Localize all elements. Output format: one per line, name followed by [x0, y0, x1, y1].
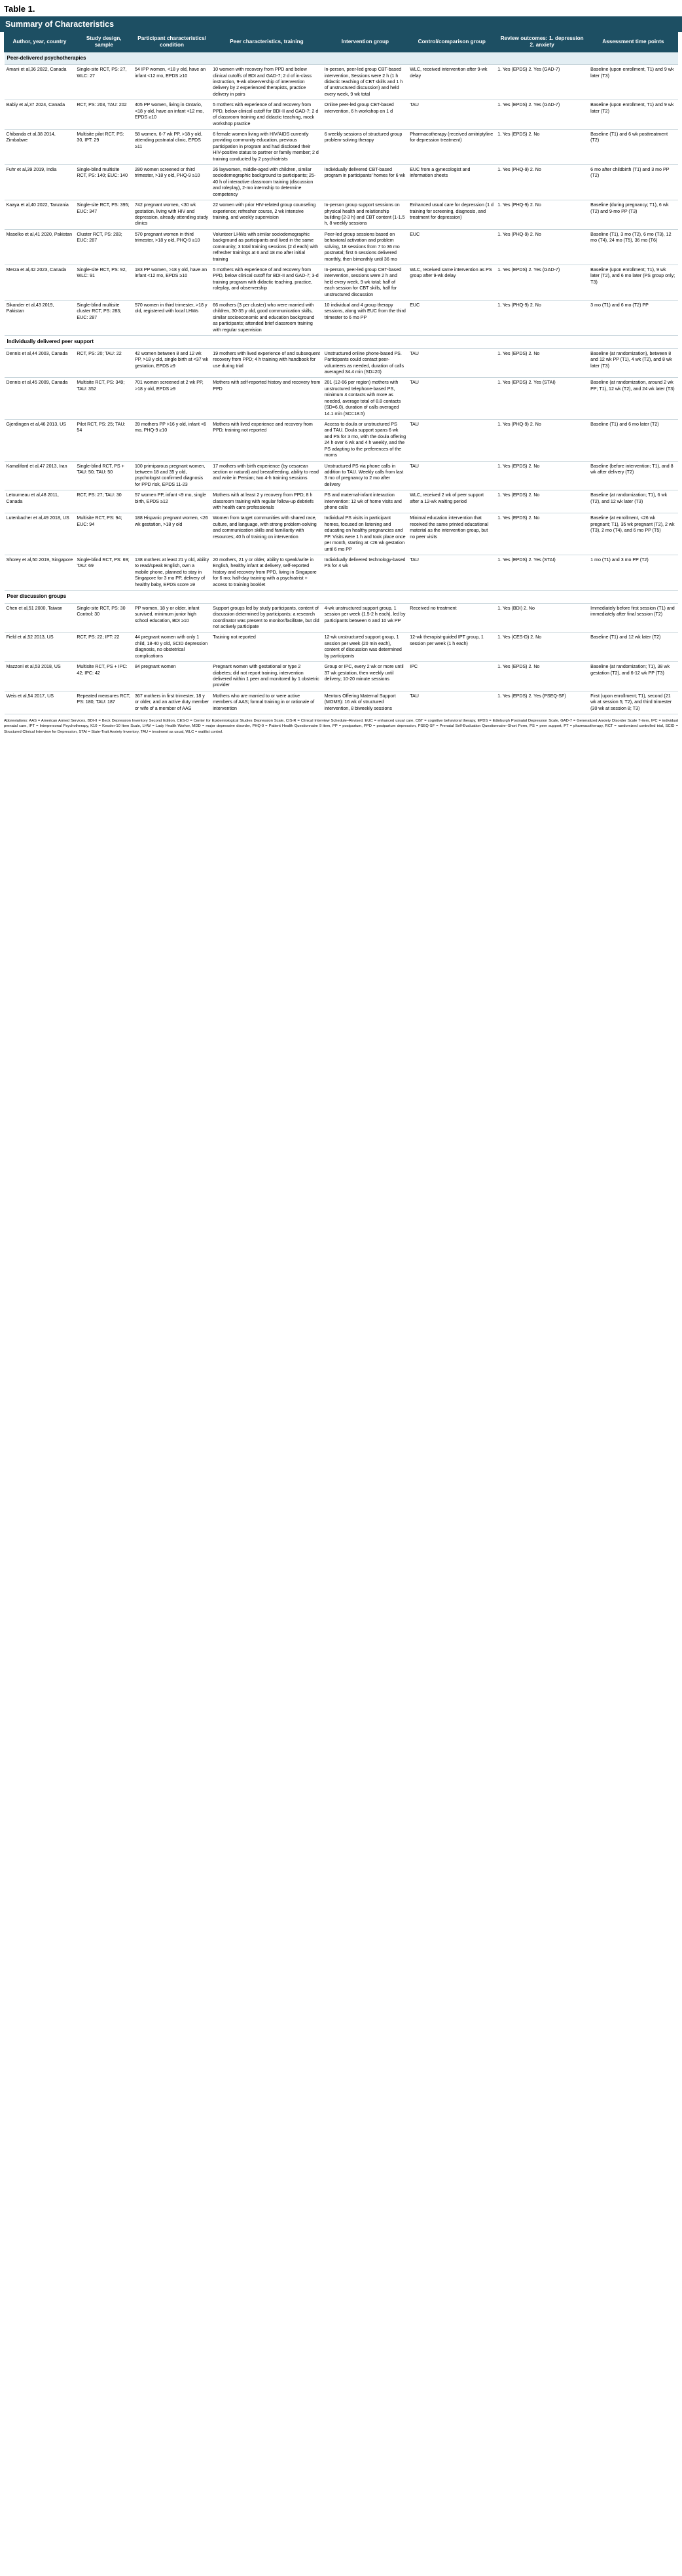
cell-outcomes: 1. Yes (EPDS) 2. No — [495, 490, 588, 513]
cell-peer: 20 mothers, 21 y or older, ability to speak/write in English, healthy infant at delivery, self-reported history and recovery from PPD, living in Singapore for 6 mo; half-day training with a psychiatrist + access to training booklet — [211, 555, 322, 591]
cell-timepoints: Baseline (at randomization, around 2 wk PP; T1), 12 wk (T2), and 24 wk later (T3) — [588, 378, 677, 420]
cell-design: Single-blind RCT, PS: 69; TAU: 69 — [75, 555, 133, 591]
cell-author: Letourneau et al,48 2011, Canada — [5, 490, 75, 513]
table-row — [5, 662, 678, 691]
cell-peer: 17 mothers with birth experience (by cesarean section or natural) and breastfeeding, ability to read and write in Persian; two 4-h training sessions — [211, 461, 322, 490]
column-header-control: Control/comparison group — [408, 33, 495, 52]
cell-intervention: Access to doula or unstructured PS and TAU. Doula support spans 6 wk and PS for 3 mo, with the doula offering 24 h over 6 wk and 4 h weekly, and the PS adapting to the preferences of the moms — [323, 420, 408, 462]
table-label: Table 1. — [4, 4, 35, 14]
cell-design: Multisite RCT, PS: 349; TAU: 352 — [75, 378, 133, 420]
cell-peer: Training not reported — [211, 633, 322, 662]
cell-participants: 54 IPP women, <18 y old, have an infant <12 mo, EPDS ≥10 — [133, 65, 211, 100]
cell-control: WLC, received 2 wk of peer support after a 12-wk waiting period — [408, 490, 495, 513]
cell-control: IPC — [408, 662, 495, 691]
cell-peer: 5 mothers with experience of and recovery from PPD, below clinical cutoff for BDI-II and GAD-7; 2 d of classroom training and didactic teaching, mock workshop practice — [211, 100, 322, 130]
cell-intervention: Individually delivered CBT-based program in participants' homes for 6 wk — [323, 165, 408, 200]
cell-peer: Mothers with lived experience and recovery from PPD; training not reported — [211, 420, 322, 462]
cell-timepoints: Baseline (T1), 3 mo (T2), 6 mo (T3), 12 mo (T4), 24 mo (T5), 36 mo (T6) — [588, 229, 677, 265]
cell-participants: 188 Hispanic pregnant women, <26 wk gestation, >18 y old — [133, 513, 211, 555]
cell-outcomes: 1. Yes (BDI) 2. No — [495, 603, 588, 633]
column-header-intervention: Intervention group — [323, 33, 408, 52]
cell-design: RCT, PS: 22; IPT: 22 — [75, 633, 133, 662]
table-row — [5, 633, 678, 662]
cell-intervention: 4-wk unstructured support group, 1 session per week (1.5-2 h each), led by participants between 6 and 10 wk PP — [323, 603, 408, 633]
cell-timepoints: Baseline (upon enrollment; T1), 9 wk later (T2), and 6 mo later (PS group only; T3) — [588, 265, 677, 300]
table-row — [5, 165, 678, 200]
cell-outcomes: 1. Yes (EPDS) 2. Yes (GAD-7) — [495, 100, 588, 130]
cell-control: TAU — [408, 378, 495, 420]
cell-outcomes: 1. Yes (EPDS) 2. Yes (GAD-7) — [495, 265, 588, 300]
cell-author: Sikander et al,43 2019, Pakistan — [5, 301, 75, 336]
table-title: Summary of Characteristics — [0, 16, 682, 32]
cell-design: RCT, PS: 203, TAU: 202 — [75, 100, 133, 130]
cell-peer: 66 mothers (3 per cluster) who were married with children, 30-35 y old, good communication skills, similar socioeconomic and education background as participants; attended brief classroom training with regular supervision — [211, 301, 322, 336]
cell-outcomes: 1. Yes (PHQ-9) 2. No — [495, 229, 588, 265]
cell-author: Maselko et al,41 2020, Pakistan — [5, 229, 75, 265]
cell-design: Single-site RCT, PS: 92, WLC: 91 — [75, 265, 133, 300]
cell-participants: 44 pregnant women with only 1 child, 18-40 y old, SCID depression diagnosis, no obstetrical complications — [133, 633, 211, 662]
cell-intervention: 10 individual and 4 group therapy sessions, along with EUC from the third trimester to 6 mo PP — [323, 301, 408, 336]
cell-participants: 183 PP women, >18 y old, have an infant <12 mo, EPDS ≥10 — [133, 265, 211, 300]
cell-design: Single-blind multisite cluster RCT, PS: 283; EUC: 287 — [75, 301, 133, 336]
cell-author: Chibanda et al,38 2014, Zimbabwe — [5, 129, 75, 164]
cell-timepoints: 1 mo (T1) and 3 mo PP (T2) — [588, 555, 677, 591]
cell-design: Pilot RCT, PS: 25; TAU: 54 — [75, 420, 133, 462]
table-row — [5, 490, 678, 513]
cell-author: Mazzoni et al,53 2018, US — [5, 662, 75, 691]
table-page — [0, 0, 682, 735]
cell-intervention: Unstructured PS via phone calls in addition to TAU. Weekly calls from last 3 mo of pregnancy to 2 mo after delivery — [323, 461, 408, 490]
cell-control: EUC from a gynecologist and information sheets — [408, 165, 495, 200]
cell-peer: Pregnant women with gestational or type 2 diabetes; did not report training, intervention delivered within 1 peer and monitored by 1 obstetric provider — [211, 662, 322, 691]
cell-peer: Mothers with at least 2 y recovery from PPD; 8 h classroom training with regular follow-up debriefs with health care professionals — [211, 490, 322, 513]
cell-participants: 138 mothers at least 21 y old, ability to read/speak English, own a mobile phone, planned to stay in Singapore for 3 mo PP, delivery of healthy baby, EPDS score ≥9 — [133, 555, 211, 591]
cell-author: Amani et al,36 2022, Canada — [5, 65, 75, 100]
cell-intervention: 12-wk unstructured support group, 1 session per week (20 min each), content of discussion was determined by participants — [323, 633, 408, 662]
cell-peer: Mothers with self-reported history and recovery from PPD — [211, 378, 322, 420]
cell-control: WLC, received intervention after 9-wk delay — [408, 65, 495, 100]
cell-outcomes: 1. Yes (EPDS) 2. Yes (GAD-7) — [495, 65, 588, 100]
cell-participants: 570 women in third trimester, >18 y old, registered with local LHWs — [133, 301, 211, 336]
cell-outcomes: 1. Yes (EPDS) 2. No — [495, 461, 588, 490]
cell-participants: 57 women PP, infant <9 mo, single birth, EPDS ≥12 — [133, 490, 211, 513]
table-row — [5, 200, 678, 230]
cell-timepoints: Baseline (before intervention; T1), and 8 wk after delivery (T2) — [588, 461, 677, 490]
section-heading-row — [5, 591, 678, 604]
cell-design: Single-site RCT, PS: 27, WLC: 27 — [75, 65, 133, 100]
cell-author: Lutenbacher et al,49 2018, US — [5, 513, 75, 555]
cell-timepoints: Baseline (during pregnancy; T1), 6 wk (T2) and 9-mo PP (T3) — [588, 200, 677, 230]
cell-timepoints: Baseline (T1) and 12 wk later (T2) — [588, 633, 677, 662]
cell-timepoints: 6 mo after childbirth (T1) and 3 mo PP (T2) — [588, 165, 677, 200]
table-header-row — [5, 33, 678, 52]
cell-intervention: In-person, peer-led group CBT-based intervention, sessions were 2 h and held every week, 9 wk total; half of each session for CBT skills, half for unstructured discussion — [323, 265, 408, 300]
cell-author: Kamalifard et al,47 2013, Iran — [5, 461, 75, 490]
cell-participants: 39 mothers PP >16 y old, infant <6 mo, PHQ-9 ≥10 — [133, 420, 211, 462]
cell-author: Weis et al,54 2017, US — [5, 691, 75, 714]
cell-design: Single-site RCT, PS: 30 Control: 30 — [75, 603, 133, 633]
column-header-outcomes: Review outcomes: 1. depression 2. anxiety — [495, 33, 588, 52]
cell-timepoints: Baseline (at enrollment, <26 wk pregnant; T1), 35 wk pregnant (T2), 2 wk (T3), 2 mo (T4), and 6 mo PP (T5) — [588, 513, 677, 555]
cell-outcomes: 1. Yes (PHQ-9) 2. No — [495, 165, 588, 200]
cell-outcomes: 1. Yes (PHQ-9) 2. No — [495, 420, 588, 462]
cell-peer: Mothers who are married to or were active members of AAS; formal training in or rationale of intervention — [211, 691, 322, 714]
table-row — [5, 461, 678, 490]
table-body — [5, 52, 678, 714]
cell-outcomes: 1. Yes (PHQ-9) 2. No — [495, 301, 588, 336]
cell-participants: 570 pregnant women in third trimester, >18 y old, PHQ-9 ≥10 — [133, 229, 211, 265]
cell-author: Kaaya et al,40 2022, Tanzania — [5, 200, 75, 230]
cell-participants: 100 primiparous pregnant women, between 18 and 35 y old, psychologist confirmed diagnosis for PPD risk, EPDS 11-23 — [133, 461, 211, 490]
cell-intervention: Individually delivered technology-based PS for 4 wk — [323, 555, 408, 591]
cell-peer: 26 laywomen, middle-aged with children, similar sociodemographic background to participants; 25-40 h of interactive classroom training (discussion and roleplay), 2-mo internship to determine competency — [211, 165, 322, 200]
cell-timepoints: Baseline (at randomization; T1), 38 wk gestation (T2), and 6-12 wk PP (T3) — [588, 662, 677, 691]
cell-control: 12-wk therapist-guided IPT group, 1 session per week (1 h each) — [408, 633, 495, 662]
cell-timepoints: Baseline (T1) and 6 mo later (T2) — [588, 420, 677, 462]
cell-participants: 42 women between 8 and 12 wk PP, >18 y old, single birth at <37 wk gestation, EPDS ≥9 — [133, 348, 211, 378]
cell-participants: PP women, 18 y or older, infant survived, minimum junior high school education, BDI ≥10 — [133, 603, 211, 633]
cell-author: Merza et al,42 2023, Canada — [5, 265, 75, 300]
cell-author: Field et al,52 2013, US — [5, 633, 75, 662]
section-heading-row — [5, 52, 678, 65]
cell-control: Enhanced usual care for depression (1 d training for screening, diagnosis, and treatment for depression) — [408, 200, 495, 230]
cell-control: EUC — [408, 301, 495, 336]
cell-peer: 19 mothers with lived experience of and subsequent recovery from PPD; 4 h training with handbook for use during trial — [211, 348, 322, 378]
cell-participants: 701 women screened at 2 wk PP, >18 y old, EPDS ≥9 — [133, 378, 211, 420]
cell-peer: Women from target communities with shared race, culture, and language, with strong problem-solving and communication skills and familiarity with resources; 40 h of training on intervention — [211, 513, 322, 555]
cell-control: TAU — [408, 420, 495, 462]
cell-outcomes: 1. Yes (EPDS) 2. No — [495, 662, 588, 691]
cell-participants: 405 PP women, living in Ontario, <18 y old, have an infant <12 mo, EPDS ≥10 — [133, 100, 211, 130]
cell-outcomes: 1. Yes (EPDS) 2. No — [495, 348, 588, 378]
cell-outcomes: 1. Yes (EPDS) 2. Yes (STAI) — [495, 555, 588, 591]
cell-peer: 22 women with prior HIV-related group counseling experience; refresher course, 2 wk intensive training, and weekly supervision — [211, 200, 322, 230]
cell-participants: 84 pregnant women — [133, 662, 211, 691]
column-header-timepoints: Assessment time points — [588, 33, 677, 52]
cell-control: Minimal education intervention that received the same printed educational material as the intervention group, but no peer visits — [408, 513, 495, 555]
column-header-design: Study design, sample — [75, 33, 133, 52]
cell-intervention: Online peer-led group CBT-based intervention, 6 h workshop on 1 d — [323, 100, 408, 130]
cell-timepoints: Baseline (at randomization), between 8 and 12 wk PP (T1), 4 wk (T2), and 8 wk later (T3) — [588, 348, 677, 378]
cell-peer: 5 mothers with experience of and recovery from PPD, below clinical cutoff for BDI-II and GAD-7; 3-d training program with didactic teaching, practice, roleplay, and observership — [211, 265, 322, 300]
cell-intervention: Group or IPC, every 2 wk or more until 37 wk gestation, then weekly until delivery; 10-20 minute sessions — [323, 662, 408, 691]
table-row — [5, 420, 678, 462]
cell-participants: 58 women, 6-7 wk PP, >18 y old, attending postnatal clinic, EPDS ≥11 — [133, 129, 211, 164]
cell-timepoints: Immediately before first session (T1) and immediately after final session (T2) — [588, 603, 677, 633]
cell-timepoints: Baseline (upon enrollment, T1) and 9 wk later (T2) — [588, 100, 677, 130]
cell-intervention: In-person, peer-led group CBT-based intervention, Sessions were 2 h (1 h didactic teaching of CBT skills and 1 h of unstructured discussion) and held every week, 9 wk total — [323, 65, 408, 100]
cell-timepoints: First (upon enrollment; T1), second (21 wk at session 5; T2), and third trimester (30 wk at session 8; T3) — [588, 691, 677, 714]
section-heading-row — [5, 336, 678, 349]
table-row — [5, 100, 678, 130]
cell-design: Multisite pilot RCT, PS: 30, IPT: 29 — [75, 129, 133, 164]
column-header-participants: Participant characteristics/ condition — [133, 33, 211, 52]
table-row — [5, 348, 678, 378]
cell-control: EUC — [408, 229, 495, 265]
cell-design: RCT, PS: 20; TAU: 22 — [75, 348, 133, 378]
cell-intervention: In-person group support sessions on physical health and relationship building (2-3 h) and CBT content (1-1.5 h, 8 weekly sessions — [323, 200, 408, 230]
cell-author: Dennis et al,44 2003, Canada — [5, 348, 75, 378]
column-header-author: Author, year, country — [5, 33, 75, 52]
cell-peer: Volunteer LHWs with similar sociodemographic background as participants and lived in the same community; 3 total training sessions (2 d each) with refresher trainings at 6 and 18 mo after initial training — [211, 229, 322, 265]
cell-intervention: Unstructured online phone-based PS. Participants could contact peer-volunteers as needed, duration of calls averaged 34.4 min (SD=20) — [323, 348, 408, 378]
section-heading: Peer-delivered psychotherapies — [5, 52, 678, 65]
cell-outcomes: 1. Yes (EPDS) 2. No — [495, 513, 588, 555]
cell-design: RCT, PS: 27; TAU: 30 — [75, 490, 133, 513]
cell-outcomes: 1. Yes (EPDS) 2. Yes (STAI) — [495, 378, 588, 420]
cell-control: TAU — [408, 100, 495, 130]
cell-intervention: Peer-led group sessions based on behavioral activation and problem solving, 18 sessions from 7 to 36 mo postnatal; first 6 sessions delivered monthly, then bimonthly until 36 mo — [323, 229, 408, 265]
cell-timepoints: Baseline (at randomization; T1), 6 wk (T2), and 12 wk later (T3) — [588, 490, 677, 513]
table-row — [5, 229, 678, 265]
cell-design: Repeated measures RCT, PS: 180; TAU: 187 — [75, 691, 133, 714]
cell-design: Single-site RCT, PS: 395; EUC: 347 — [75, 200, 133, 230]
table-row — [5, 555, 678, 591]
cell-author: Chen et al,51 2000, Taiwan — [5, 603, 75, 633]
cell-intervention: 201 (12-66 per region) mothers with unstructured telephone-based PS, minimum 4 contacts with more as needed, average total of 8.8 contacts (SD=6.0), duration of calls averaged 14.1 min (SD=18.5) — [323, 378, 408, 420]
table-row — [5, 691, 678, 714]
table-row — [5, 603, 678, 633]
cell-control: WLC, received same intervention as PS group after 9-wk delay — [408, 265, 495, 300]
cell-author: Babiy et al,37 2024, Canada — [5, 100, 75, 130]
cell-timepoints: Baseline (upon enrollment, T1) and 9 wk later (T3) — [588, 65, 677, 100]
cell-author: Dennis et al,45 2009, Canada — [5, 378, 75, 420]
cell-author: Gjerdingen et al,46 2013, US — [5, 420, 75, 462]
section-heading: Peer discussion groups — [5, 591, 678, 604]
cell-peer: Support groups led by study participants, content of discussion determined by participants; a research coordinator was present to monitor/facilitate, but did not actively participate — [211, 603, 322, 633]
cell-design: Multisite RCT, PS: 94; EUC: 94 — [75, 513, 133, 555]
table-row — [5, 378, 678, 420]
cell-outcomes: 1. Yes (EPDS) 2. No — [495, 129, 588, 164]
section-heading: Individually delivered peer support — [5, 336, 678, 349]
cell-timepoints: Baseline (T1) and 6 wk posttreatment (T2) — [588, 129, 677, 164]
cell-outcomes: 1. Yes (PHQ-9) 2. No — [495, 200, 588, 230]
table-row — [5, 129, 678, 164]
cell-intervention: Individual PS visits in participant homes, focused on listening and educating on healthy pregnancies and PP. Visits were 1 h and took place once per month, starting at <26 wk gestation until 6 mo PP — [323, 513, 408, 555]
cell-author: Fuhr et al,39 2019, India — [5, 165, 75, 200]
table-footnote: Abbreviations: AAS = American Armed Services, BDI-II = Beck Depression Inventory Second Edition, CES-D = Center for Epidemiological Studies Depression Scale, CIS-R = Clinical Interview Schedule–Revised, EUC = enhanced usual care, CBT = cognitive behavioral therapy, EPDS = Edinburgh Postnatal Depression Scale, GAD-7 = Generalized Anxiety Disorder Scale 7-item, IPC = individual prenatal care, IPT = Interpersonal Psychotherapy, K10 = Kessler-10 Item Scale, LHW = Lady Health Worker, MDD = major depressive disorder, PHQ-9 = Patient Health Questionnaire 9 item, PP = postpartum, PPD = postpartum depression, PSEQ-SF = Prenatal Self-Evaluation Questionnaire–Short Form, PS = peer support, PT = pharmacotherapy, RCT = randomized controlled trial, SCID = Structured Clinical Interview for Depression, STAI = State-Trait Anxiety Inventory, TAU = treatment as usual, WLC = waitlist control. — [4, 719, 678, 734]
cell-participants: 280 women screened or third trimester, >18 y old, PHQ-9 ≥10 — [133, 165, 211, 200]
table-row — [5, 513, 678, 555]
cell-author: Shorey et al,50 2019, Singapore — [5, 555, 75, 591]
cell-outcomes: 1. Yes (CES-D) 2. No — [495, 633, 588, 662]
cell-design: Single-blind RCT, PS + TAU: 50; TAU: 50 — [75, 461, 133, 490]
cell-timepoints: 3 mo (T1) and 6 mo (T2) PP — [588, 301, 677, 336]
cell-control: TAU — [408, 348, 495, 378]
cell-peer: 6 female women living with HIV/AIDS currently providing community education, previous participation in program and had disclosed their HIV-positive status to partner or family member; 2 d training conducted by 2 psychiatrists — [211, 129, 322, 164]
table-row — [5, 65, 678, 100]
cell-participants: 742 pregnant women, <30 wk gestation, living with HIV and depression, already attending study clinics — [133, 200, 211, 230]
cell-intervention: 6 weekly sessions of structured group problem-solving therapy — [323, 129, 408, 164]
cell-design: Multisite RCT, PS + IPC: 42; IPC: 42 — [75, 662, 133, 691]
cell-outcomes: 1. Yes (EPDS) 2. Yes (PSEQ-SF) — [495, 691, 588, 714]
cell-control: TAU — [408, 691, 495, 714]
table-row — [5, 265, 678, 300]
cell-control: Pharmacotherapy (received amitriptyline for depression treatment) — [408, 129, 495, 164]
cell-intervention: Mentors Offering Maternal Support (MOMS): 16 wk of structured intervention, 8 biweekly sessions — [323, 691, 408, 714]
cell-intervention: PS and maternal-infant interaction intervention: 12 wk of home visits and phone calls — [323, 490, 408, 513]
table-row — [5, 301, 678, 336]
cell-control: TAU — [408, 461, 495, 490]
cell-control: TAU — [408, 555, 495, 591]
cell-control: Received no treatment — [408, 603, 495, 633]
column-header-peer: Peer characteristics, training — [211, 33, 322, 52]
cell-peer: 10 women with recovery from PPD and below clinical cutoffs of BDI and GAD-7; 2 d of in-class instruction, 9-wk observership of intervention delivery by 2 experienced therapists, practice delivery in pairs — [211, 65, 322, 100]
cell-design: Cluster RCT, PS: 283; EUC: 287 — [75, 229, 133, 265]
cell-participants: 367 mothers in first trimester, 18 y or older, and an active duty member or wife of a member of AAS — [133, 691, 211, 714]
cell-design: Single-blind multisite RCT, PS: 140; EUC: 140 — [75, 165, 133, 200]
characteristics-table — [4, 32, 678, 714]
